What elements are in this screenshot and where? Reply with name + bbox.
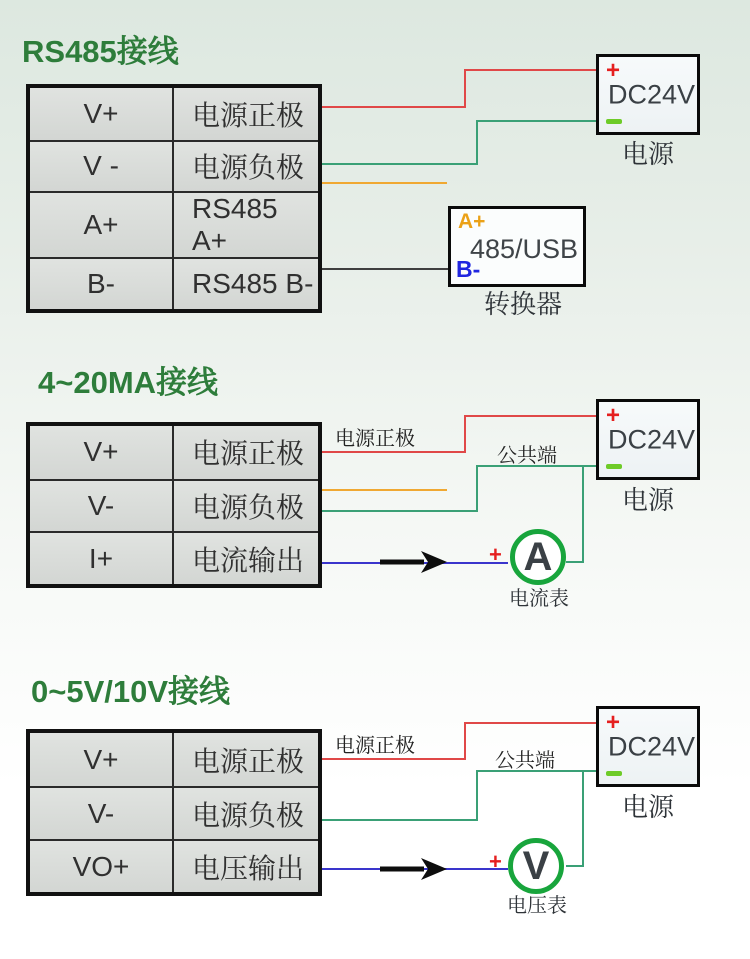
v-terminal-table bbox=[26, 729, 322, 896]
common-wire-label: 公共端 bbox=[497, 445, 557, 467]
ma-meter-return-wire bbox=[566, 466, 583, 562]
ammeter-symbol bbox=[510, 529, 566, 585]
rs485-terminal-table bbox=[26, 84, 322, 313]
minus-terminal bbox=[606, 464, 622, 469]
power-supply-voltage: DC24V bbox=[607, 79, 695, 109]
table-cell-terminal: V+ bbox=[30, 733, 174, 786]
plus-terminal: + bbox=[606, 57, 621, 84]
converter-caption: 转换器 bbox=[483, 289, 562, 319]
ammeter-caption: 电流表 bbox=[509, 588, 569, 610]
table-cell-description: RS485 B- bbox=[174, 257, 318, 309]
table-cell-terminal: B- bbox=[30, 257, 174, 309]
table-cell-terminal: V+ bbox=[30, 88, 174, 140]
common-wire-label: 公共端 bbox=[495, 750, 555, 772]
table-cell-description: RS485 A+ bbox=[174, 191, 318, 257]
meter-letter: V bbox=[522, 843, 550, 888]
minus-terminal bbox=[606, 771, 622, 776]
meter-letter: A bbox=[523, 534, 553, 579]
table-cell-terminal: VO+ bbox=[30, 839, 174, 892]
plus-terminal: + bbox=[606, 402, 621, 429]
power-supply-box bbox=[596, 399, 700, 480]
meter-plus-terminal: + bbox=[489, 542, 502, 567]
rs485-vplus-wire bbox=[322, 70, 599, 107]
rs485-vminus-wire bbox=[322, 121, 599, 164]
voltmeter-symbol bbox=[508, 838, 564, 894]
table-cell-terminal: V+ bbox=[30, 426, 174, 479]
table-cell-description: 电流输出 bbox=[174, 531, 318, 584]
meter-plus-terminal: + bbox=[489, 849, 502, 874]
table-cell-terminal: V- bbox=[30, 786, 174, 839]
table-cell-terminal: A+ bbox=[30, 191, 174, 257]
table-cell-description: 电源正极 bbox=[174, 733, 318, 786]
converter-model: 485/USB bbox=[470, 234, 579, 264]
power-supply-caption: 电源 bbox=[621, 485, 674, 515]
ma-terminal-table bbox=[26, 422, 322, 588]
table-cell-terminal: V - bbox=[30, 140, 174, 192]
v-meter-return-wire bbox=[566, 771, 583, 866]
converter-b-terminal: B- bbox=[456, 256, 481, 282]
positive-wire-label: 电源正极 bbox=[335, 428, 415, 450]
section-title-0-5v-10v: 0~5V/10V接线 bbox=[31, 674, 231, 709]
section-title-rs485: RS485接线 bbox=[22, 34, 179, 69]
usb-converter-box bbox=[448, 206, 586, 287]
converter-a-terminal: A+ bbox=[458, 210, 486, 233]
minus-terminal bbox=[606, 119, 622, 124]
table-cell-description: 电源正极 bbox=[174, 88, 318, 140]
ma-common-wire bbox=[322, 466, 599, 511]
v-common-wire bbox=[322, 771, 599, 820]
power-supply-caption: 电源 bbox=[621, 792, 674, 822]
plus-terminal: + bbox=[606, 709, 621, 736]
table-cell-description: 电源正极 bbox=[174, 426, 318, 479]
table-cell-description: 电源负极 bbox=[174, 140, 318, 192]
power-supply-box bbox=[596, 706, 700, 787]
voltmeter-caption: 电压表 bbox=[507, 895, 567, 917]
power-supply-box bbox=[596, 54, 700, 135]
positive-wire-label: 电源正极 bbox=[335, 735, 415, 757]
table-cell-description: 电源负极 bbox=[174, 786, 318, 839]
table-cell-terminal: V- bbox=[30, 479, 174, 532]
table-cell-terminal: I+ bbox=[30, 531, 174, 584]
power-supply-voltage: DC24V bbox=[607, 731, 695, 761]
power-supply-voltage: DC24V bbox=[607, 424, 695, 454]
table-cell-description: 电压输出 bbox=[174, 839, 318, 892]
section-title-4-20ma: 4~20MA接线 bbox=[38, 365, 219, 400]
power-supply-caption: 电源 bbox=[621, 139, 674, 169]
table-cell-description: 电源负极 bbox=[174, 479, 318, 532]
